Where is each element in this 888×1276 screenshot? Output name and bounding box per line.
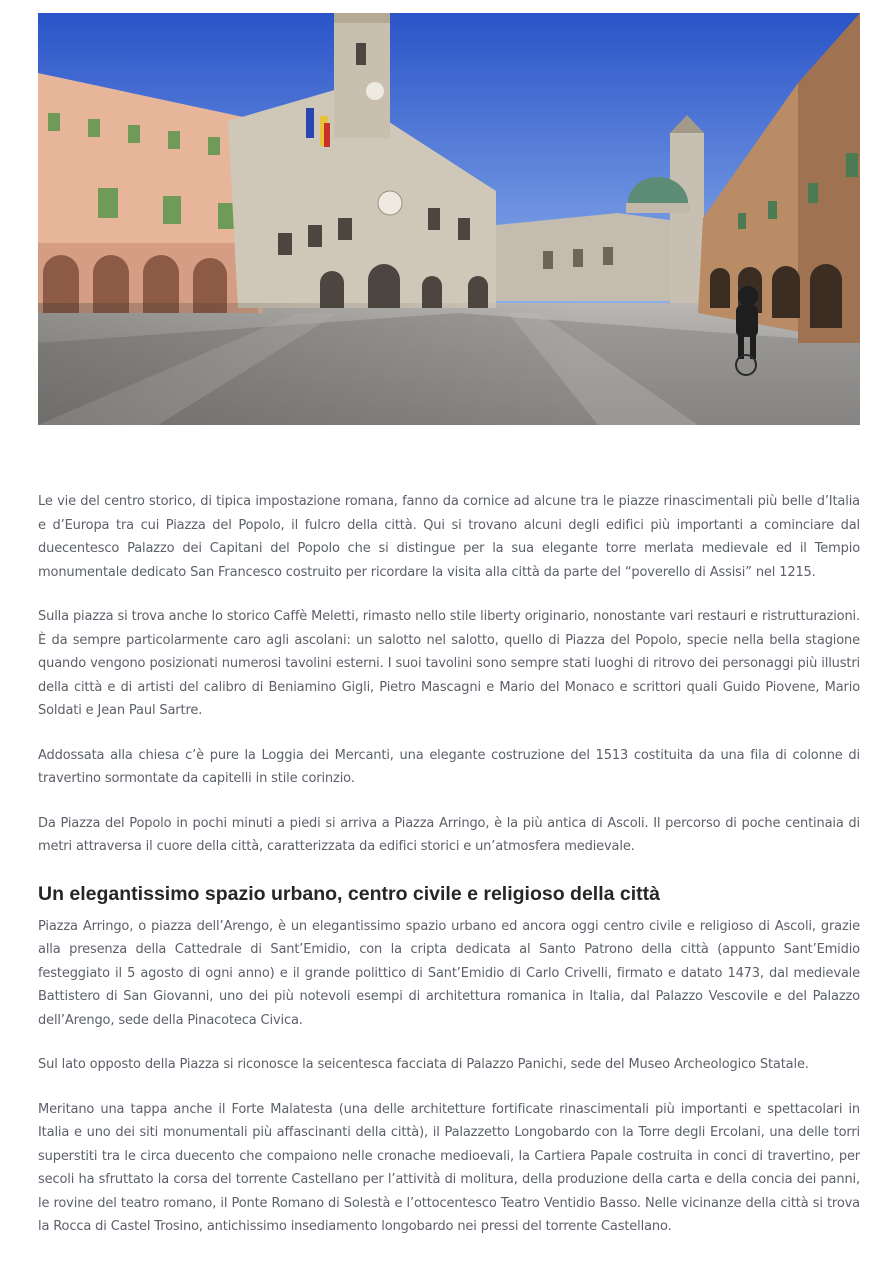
article-paragraph-6: Sul lato opposto della Piazza si riconosce la seicentesca facciata di Palazzo Panichi, sede del Museo Archeologico Statale. bbox=[38, 1057, 809, 1072]
article-body bbox=[38, 490, 860, 1260]
article-paragraph-4: Da Piazza del Popolo in pochi minuti a piedi si arriva a Piazza Arringo, è la più antica di Ascoli. Il percorso di poche centinaia di metri attraversa il cuore della città, caratterizzata da edifici storici e un’atmosfera medievale. bbox=[38, 815, 860, 854]
article-paragraph-5: Piazza Arringo, o piazza dell’Arengo, è un elegantissimo spazio urbano ed ancora oggi centro civile e religioso di Ascoli, grazie alla presenza della Cattedrale di Sant’Emidio, con la cripta dedicata al Santo Patrono della città (appunto Sant’Emidio festeggiato il 5 agosto di ogni anno) e il grande polittico di Sant’Emidio di Carlo Crivelli, firmato e datato 1473, dal medievale Battistero di San Giovanni, uno dei più notevoli esempi di architettura romanica in Italia, dal Palazzo Vescovile e del Palazzo dell’Arengo, sede della Pinacoteca Civica. bbox=[38, 918, 860, 1028]
article-paragraph-7: Meritano una tappa anche il Forte Malatesta (una delle architetture fortificate rinascimentali più importanti e spettacolari in Italia e uno dei siti monumentali più affascinanti della città), il Palazzetto Longobardo con la Torre degli Ercolani, una delle torri superstiti tra le circa duecento che compaiono nelle cronache medioevali, la Cartiera Papale costruita in conci di travertino, per secoli ha sfruttato la corsa del torrente Castellano per l’attività di molitura, della produzione della carta e della concia dei panni, le rovine del teatro romano, il Ponte Romano di Solestà e l’ottocentesco Teatro Ventidio Basso. Nelle vicinanze della città si trova la Rocca di Castel Trosino, antichissimo insediamento longobardo nei pressi del torrente Castellano. bbox=[38, 1101, 860, 1234]
hero-image bbox=[38, 13, 860, 425]
article-paragraph-1: Le vie del centro storico, di tipica impostazione romana, fanno da cornice ad alcune tra le piazze rinascimentali più belle d’Italia e d’Europa tra cui Piazza del Popolo, il fulcro della città. Qui si trovano alcuni degli edifici più importanti a cominciare dal duecentesco Palazzo dei Capitani del Popolo che si distingue per la sua elegante torre merlata medievale ed il Tempio monumentale dedicato San Francesco costruito per ricordare la visita alla città da parte del “poverello di Assisi” nel 1215. bbox=[38, 494, 860, 580]
article-paragraph-2: Sulla piazza si trova anche lo storico Caffè Meletti, rimasto nello stile liberty originario, nonostante vari restauri e ristrutturazioni. È da sempre particolarmente caro agli ascolani: un salotto nel salotto, quello di Piazza del Popolo, specie nella bella stagione quando vengono posizionati numerosi tavolini esterni. I suoi tavolini sono sempre stati luoghi di ritrovo dei personaggi più illustri della città e di artisti del calibro di Beniamino Gigli, Pietro Mascagni e Mario del Monaco e scrittori quali Guido Piovene, Mario Soldati e Jean Paul Sartre. bbox=[38, 609, 860, 718]
section-heading: Un elegantissimo spazio urbano, centro civile e religioso della città bbox=[38, 882, 661, 905]
article-paragraph-3: Addossata alla chiesa c’è pure la Loggia dei Mercanti, una elegante costruzione del 1513 costituita da una fila di colonne di travertino sormontate da capitelli in stile corinzio. bbox=[38, 747, 860, 786]
piazza-photo bbox=[38, 13, 860, 425]
